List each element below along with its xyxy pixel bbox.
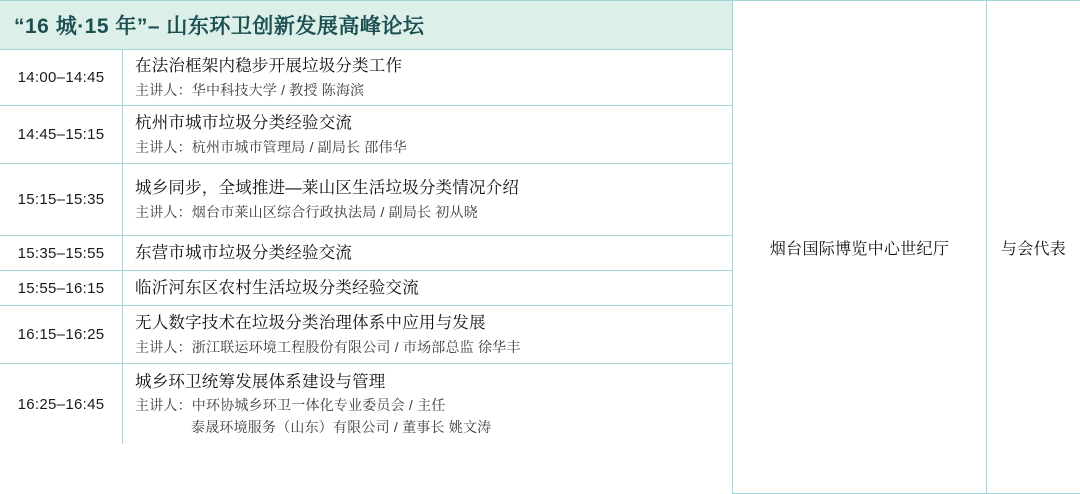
attendees-label: 与会代表 — [1000, 240, 1067, 258]
session-topic: 杭州市城市垃圾分类经验交流 — [135, 114, 353, 133]
session-speaker: 主讲人：杭州市城市管理局 / 副局长 邵伟华 — [135, 138, 407, 155]
session-topic: 无人数字技术在垃圾分类治理体系中应用与发展 — [135, 314, 486, 333]
session-time: 15:35–15:55 — [0, 236, 123, 270]
venue-cell — [733, 0, 987, 494]
venue-label: 烟台国际博览中心世纪厅 — [769, 240, 950, 258]
session-time: 16:15–16:25 — [0, 306, 123, 363]
table-row — [0, 50, 732, 106]
session-detail — [123, 106, 732, 163]
session-detail — [123, 271, 732, 305]
table-row — [0, 106, 732, 164]
session-detail — [123, 164, 732, 235]
session-speaker: 主讲人：华中科技大学 / 教授 陈海滨 — [135, 81, 365, 98]
session-time: 14:45–15:15 — [0, 106, 123, 163]
session-time: 16:25–16:45 — [0, 364, 123, 444]
forum-title: “16 城·15 年”– 山东环卫创新发展高峰论坛 — [0, 0, 732, 50]
session-speaker: 主讲人：中环协城乡环卫一体化专业委员会 / 主任 — [135, 397, 446, 414]
table-row — [0, 271, 732, 306]
session-topic: 东营市城市垃圾分类经验交流 — [135, 243, 353, 262]
table-row — [0, 236, 732, 271]
table-row — [0, 306, 732, 364]
session-speaker: 主讲人：浙江联运环境工程股份有限公司 / 市场部总监 徐华丰 — [135, 338, 521, 355]
agenda-rows — [0, 50, 732, 494]
table-row — [0, 364, 732, 444]
session-time: 15:55–16:15 — [0, 271, 123, 305]
session-topic: 城乡同步，全域推进—莱山区生活垃圾分类情况介绍 — [135, 179, 520, 198]
session-time: 14:00–14:45 — [0, 50, 123, 105]
session-topic: 临沂河东区农村生活垃圾分类经验交流 — [135, 278, 419, 297]
session-topic: 城乡环卫统筹发展体系建设与管理 — [135, 372, 386, 391]
session-detail — [123, 50, 732, 105]
session-detail — [123, 306, 732, 363]
session-time: 15:15–15:35 — [0, 164, 123, 235]
session-topic: 在法治框架内稳步开展垃圾分类工作 — [135, 57, 403, 76]
attendees-cell — [987, 0, 1080, 494]
session-detail — [123, 236, 732, 270]
table-row — [0, 164, 732, 236]
session-detail — [123, 364, 732, 444]
session-speaker: 主讲人：烟台市莱山区综合行政执法局 / 副局长 初从晓 — [135, 203, 478, 220]
session-speaker-secondary: 泰晟环境服务（山东）有限公司 / 董事长 姚文涛 — [191, 419, 492, 436]
